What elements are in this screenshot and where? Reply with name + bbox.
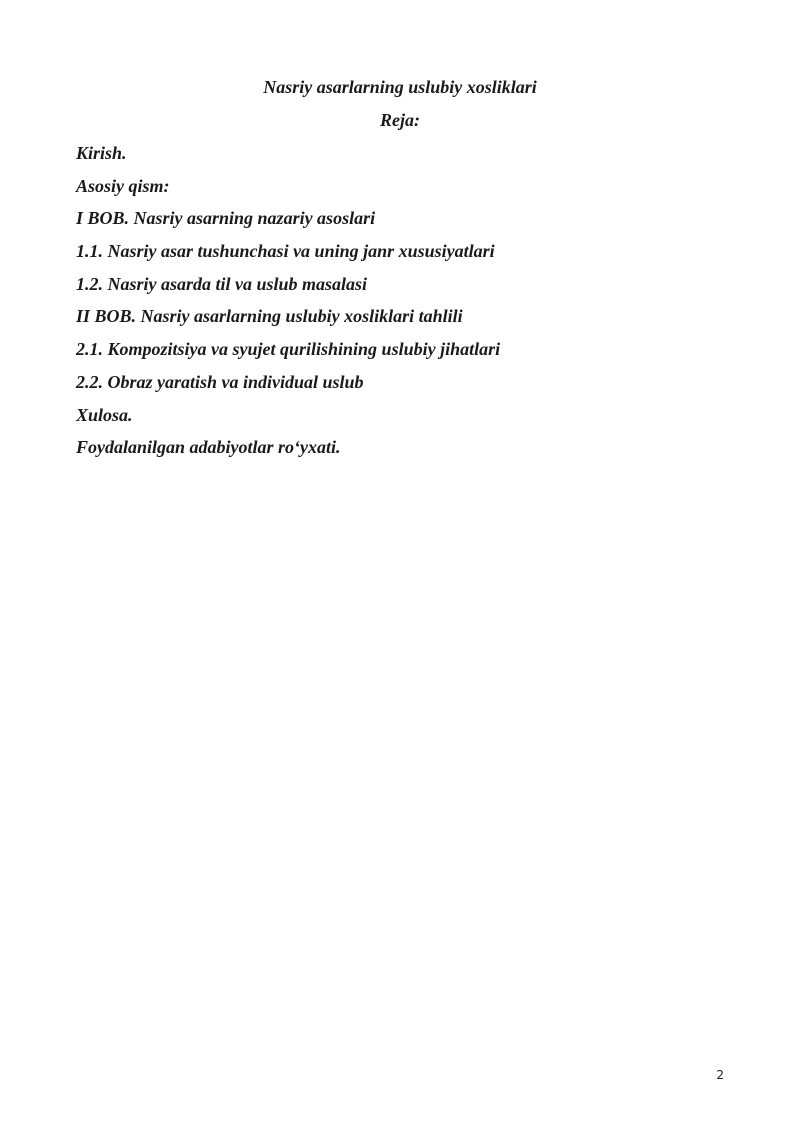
table-of-contents — [76, 142, 736, 469]
toc-item-section-2-1: 2.1. Kompozitsiya va syujet qurilishining uslubiy jihatlari — [76, 339, 501, 360]
toc-item-chapter-2: II BOB. Nasriy asarlarning uslubiy xosliklari tahlili — [76, 306, 463, 327]
toc-item-references: Foydalanilgan adabiyotlar ro‘yxati. — [76, 437, 341, 458]
toc-item-section-1-2: 1.2. Nasriy asarda til va uslub masalasi — [76, 273, 368, 294]
toc-item-introduction: Kirish. — [76, 143, 127, 163]
toc-item-section-1-1: 1.1. Nasriy asar tushunchasi va uning janr xususiyatlari — [76, 241, 495, 262]
toc-item-main-part: Asosiy qism: — [76, 175, 170, 196]
toc-item-section-2-2: 2.2. Obraz yaratish va individual uslub — [76, 371, 364, 392]
document-title: Nasriy asarlarning uslubiy xosliklari — [263, 77, 537, 97]
plan-heading: Reja: — [380, 110, 420, 130]
page-number: 2 — [716, 1068, 724, 1082]
toc-item-chapter-1: I BOB. Nasriy asarning nazariy asoslari — [76, 208, 376, 229]
toc-item-conclusion: Xulosa. — [76, 404, 133, 425]
